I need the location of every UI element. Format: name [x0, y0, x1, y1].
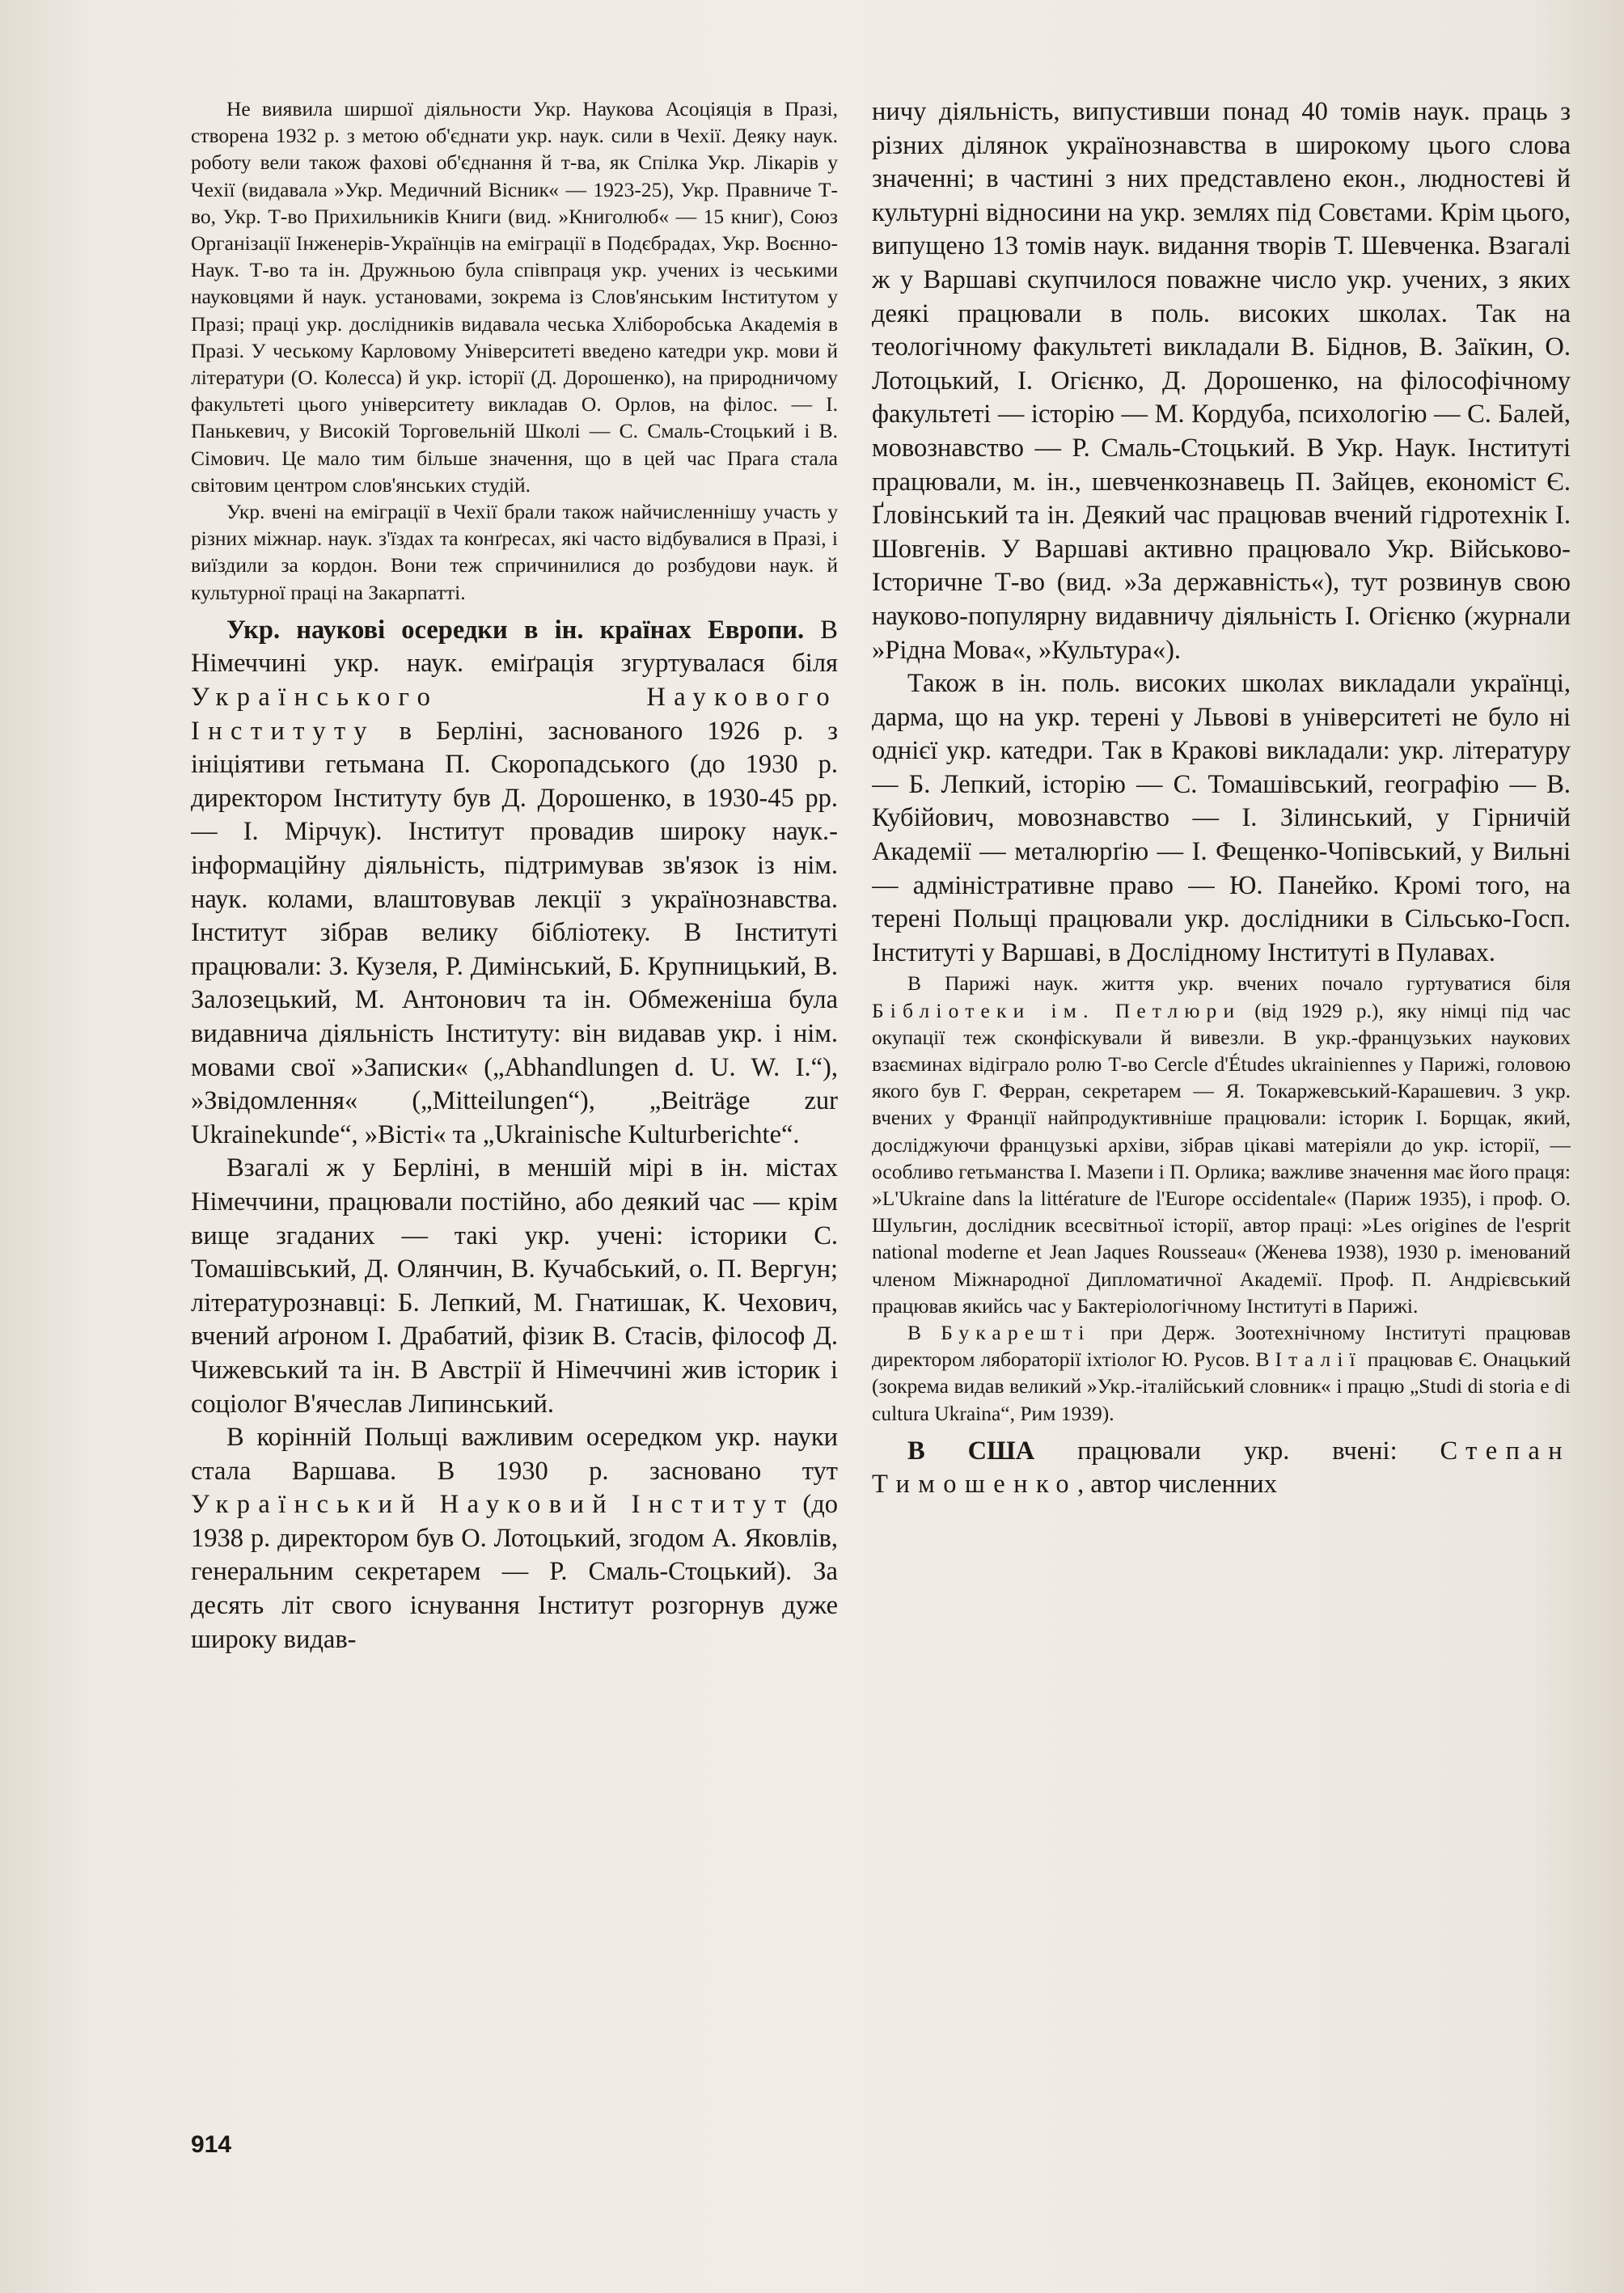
paragraph-usa: В США працювали укр. вчені: Степан Тимошенко, автор численних [872, 1436, 1571, 1500]
paragraph-warsaw: В корінній Польщі важливим осередком укр. науки стала Варшава. В 1930 р. засновано тут Український Науковий Інститут (до 1938 р. директором був О. Лотоцький, згодом А. Яковлів, генеральним секретарем — Р. Смаль-Стоцький). За десять літ свого існування Інститут розгорнув дуже широку видав- [191, 1423, 838, 1654]
paragraph-berlin-scholars: Взагалі ж у Берліні, в меншій мірі в ін. містах Німеччини, працювали постійно, або деякий час — крім вище згаданих — такі укр. учені: історики С. Томашівський, Д. Олянчин, В. Кучабський, о. П. Вергун; літературознавці: Б. Лепкий, М. Гнатишак, К. Чехович, вчений аґроном І. Драбатий, фізик В. Стасів, філософ Д. Чижевський та ін. В Австрії й Німеччині жив історик і соціолог В'ячеслав Липинський. [191, 1153, 838, 1419]
paragraph-polish-schools: Також в ін. поль. високих школах викладали українці, дарма, що на укр. терені у Львові в університеті не було ні однієї укр. катедри. Так в Кракові викладали: укр. літературу — Б. Лепкий, історію — С. Томашівський, географію — В. Кубійович, мовознавство — І. Зілинський, у Гірничій Академії — металюрґію — І. Фещенко-Чопівський, у Вильні — адміністративне право — Ю. Панейко. Кромі того, на терені Польщі працювали укр. дослідники в Сільсько-Госп. Інституті у Варшаві, в Дослідному Інституті в Пулавах. [872, 669, 1571, 967]
left-column [191, 95, 838, 2126]
paragraph-ukr-naukova-asociacia: Не виявила ширшої діяльности Укр. Наукова Асоціяція в Празі, створена 1932 р. з метою об'єднати укр. наук. сили в Чехії. Деяку наук. роботу вели також фахові об'єднання й т-ва, як Спілка Укр. Лікарів у Чехії (видавала »Укр. Медичний Вісник« — 1923-25), Укр. Правниче Т-во, Укр. Т-во Прихильників Книги (вид. »Книголюб« — 15 книг), Союз Організації Інженерів-Українців на еміграції в Подєбрадах, Укр. Воєнно-Наук. Т-во та ін. Дружньою була співпраця укр. учених із чеськими науковцями й наук. установами, зокрема із Слов'янським Інститутом у Празі; праці укр. дослідників видавала чеська Хліборобська Академія в Празі. У чеському Карловому Університеті введено катедри укр. мови й літератури (О. Колесса) й укр. історії (Д. Дорошенко), на природничому факультеті цього університету викладав О. Орлов, на філос. — І. Панькевич, у Високій Торговельній Школі — С. Смаль-Стоцький і В. Сімович. Це мало тим більше значення, що в цей час Прага стала світовим центром слов'янських студій. [191, 97, 838, 497]
paragraph-cheski-kongresy: Укр. вчені на еміграції в Чехії брали також найчисленнішу участь у різних міжнар. наук. з'їздах та конґресах, які часто відбувалися в Празі, і виїздили за кордон. Вони теж спричинилися до розбудови наук. й культурної праці на Закарпатті. [191, 500, 838, 604]
spaced-institute-name: Українського Наукового Інституту [191, 683, 838, 746]
paragraph-bucharest-italy: В Букарешті при Держ. Зоотехнічному Інституті працював директором лябораторії іхтіолог Ю. Русов. В Італії працював Є. Онацький (зокрема видав великий »Укр.-італійський словник« і працю „Studi di storia e di cultura Ukraina“, Рим 1939). [872, 1321, 1571, 1425]
right-column [872, 95, 1571, 2134]
spaced-warsaw-institute: Український Науковий Інститут [191, 1490, 795, 1520]
paragraph-warsaw-continued: ничу діяльність, випустивши понад 40 томів наук. праць з різних ділянок українознавства в широкому цього слова значенні; в частині з них представлено екон., людностеві й культурні відносини на укр. землях під Совєтами. Крім цього, випущено 13 томів наук. видання творів Т. Шевченка. Взагалі ж у Варшаві скупчилося поважне число укр. учених, з яких деякі працювали в поль. високих школах. Так на теологічному факультеті викладали В. Біднов, В. Заїкин, О. Лотоцький, І. Огієнко, Д. Дорошенко, на філософічному факультеті — історію — М. Кордуба, психологію — С. Балей, мовознавство — Р. Смаль-Стоцький. В Укр. Наук. Інституті працювали, м. ін., шевченкознавець П. Зайцев, економіст Є. Ґловінський та ін. Деякий час працював вчений гідротехнік І. Шовгенів. У Варшаві активно працювало Укр. Військово-Історичне Т-во (вид. »За державність«), тут розвинув свою науково-популярну видавничу діяльність І. Огієнко (журнали »Рідна Мова«, »Культура«). [872, 97, 1571, 665]
paragraph-paris: В Парижі наук. життя укр. вчених почало гуртуватися біля Бібліотеки ім. Петлюри (від 1929 р.), яку німці під час окупації теж сконфіскували й вивезли. В укр.-французьких наукових взаєминах відіграло ролю Т-во Cercle d'Études ukrainiennes у Парижі, головою якого був Г. Ферран, секретарем — Я. Токаржевський-Карашевич. З укр. вчених у Франції найпродуктивніше працювали: історик І. Борщак, який, досліджуючи французькі архіви, зібрав цікаві матеріяли до укр. історії, — особливо гетьманства І. Мазепи і П. Орлика; важливе значення має його праця: »L'Ukraine dans la littérature de l'Europe occidentale« (Париж 1935), і проф. О. Шульгин, дослідник всесвітньої історії, автор праці: »Les origines de l'esprit national moderne et Jean Jaques Rousseau« (Женева 1938), 1930 р. іменований членом Міжнародної Дипломатичної Академії. Проф. П. Андрієвський працював якийсь час у Бактеріологічному Інституті в Парижі. [872, 971, 1571, 1318]
spaced-library-name: Бібліотеки ім. Петлюри [872, 998, 1241, 1022]
spaced-italy: Італії [1275, 1347, 1362, 1372]
spaced-bucharest: Букарешті [941, 1321, 1091, 1345]
spaced-timoshenko: Степан Тимошенко [872, 1436, 1571, 1500]
paragraph-berlin-institute: Укр. наукові осередки в ін. країнах Европи. В Німеччині укр. наук. еміґрація згуртувалася біля Українського Наукового Інституту в Берліні, заснованого 1926 р. з ініціятиви гетьмана П. Скоропадського (до 1930 р. директором Інституту був Д. Дорошенко, в 1930-45 рр. — І. Мірчук). Інститут провадив широку наук.-інформаційну діяльність, підтримував зв'язок із нім. наук. колами, влаштовував лекції з українознавства. Інститут зібрав велику бібліотеку. В Інституті працювали: З. Кузеля, Р. Димінський, Б. Крупницький, В. Залозецький, М. Антонович та ін. Обмеженіша була видавнича діяльність Інституту: він видавав укр. і нім. мовами свої »Записки« („Abhandlungen d. U. W. I.“), »Звідомлення« („Mitteilungen“), „Beiträge zur Ukrainekunde“, »Вісті« та „Ukrainische Kulturberichte“. [191, 615, 838, 1149]
page-number: 914 [191, 2131, 232, 2158]
section-heading-europe: Укр. наукові осередки в ін. країнах Европи. [226, 615, 805, 645]
section-heading-usa: В США [907, 1436, 1035, 1466]
